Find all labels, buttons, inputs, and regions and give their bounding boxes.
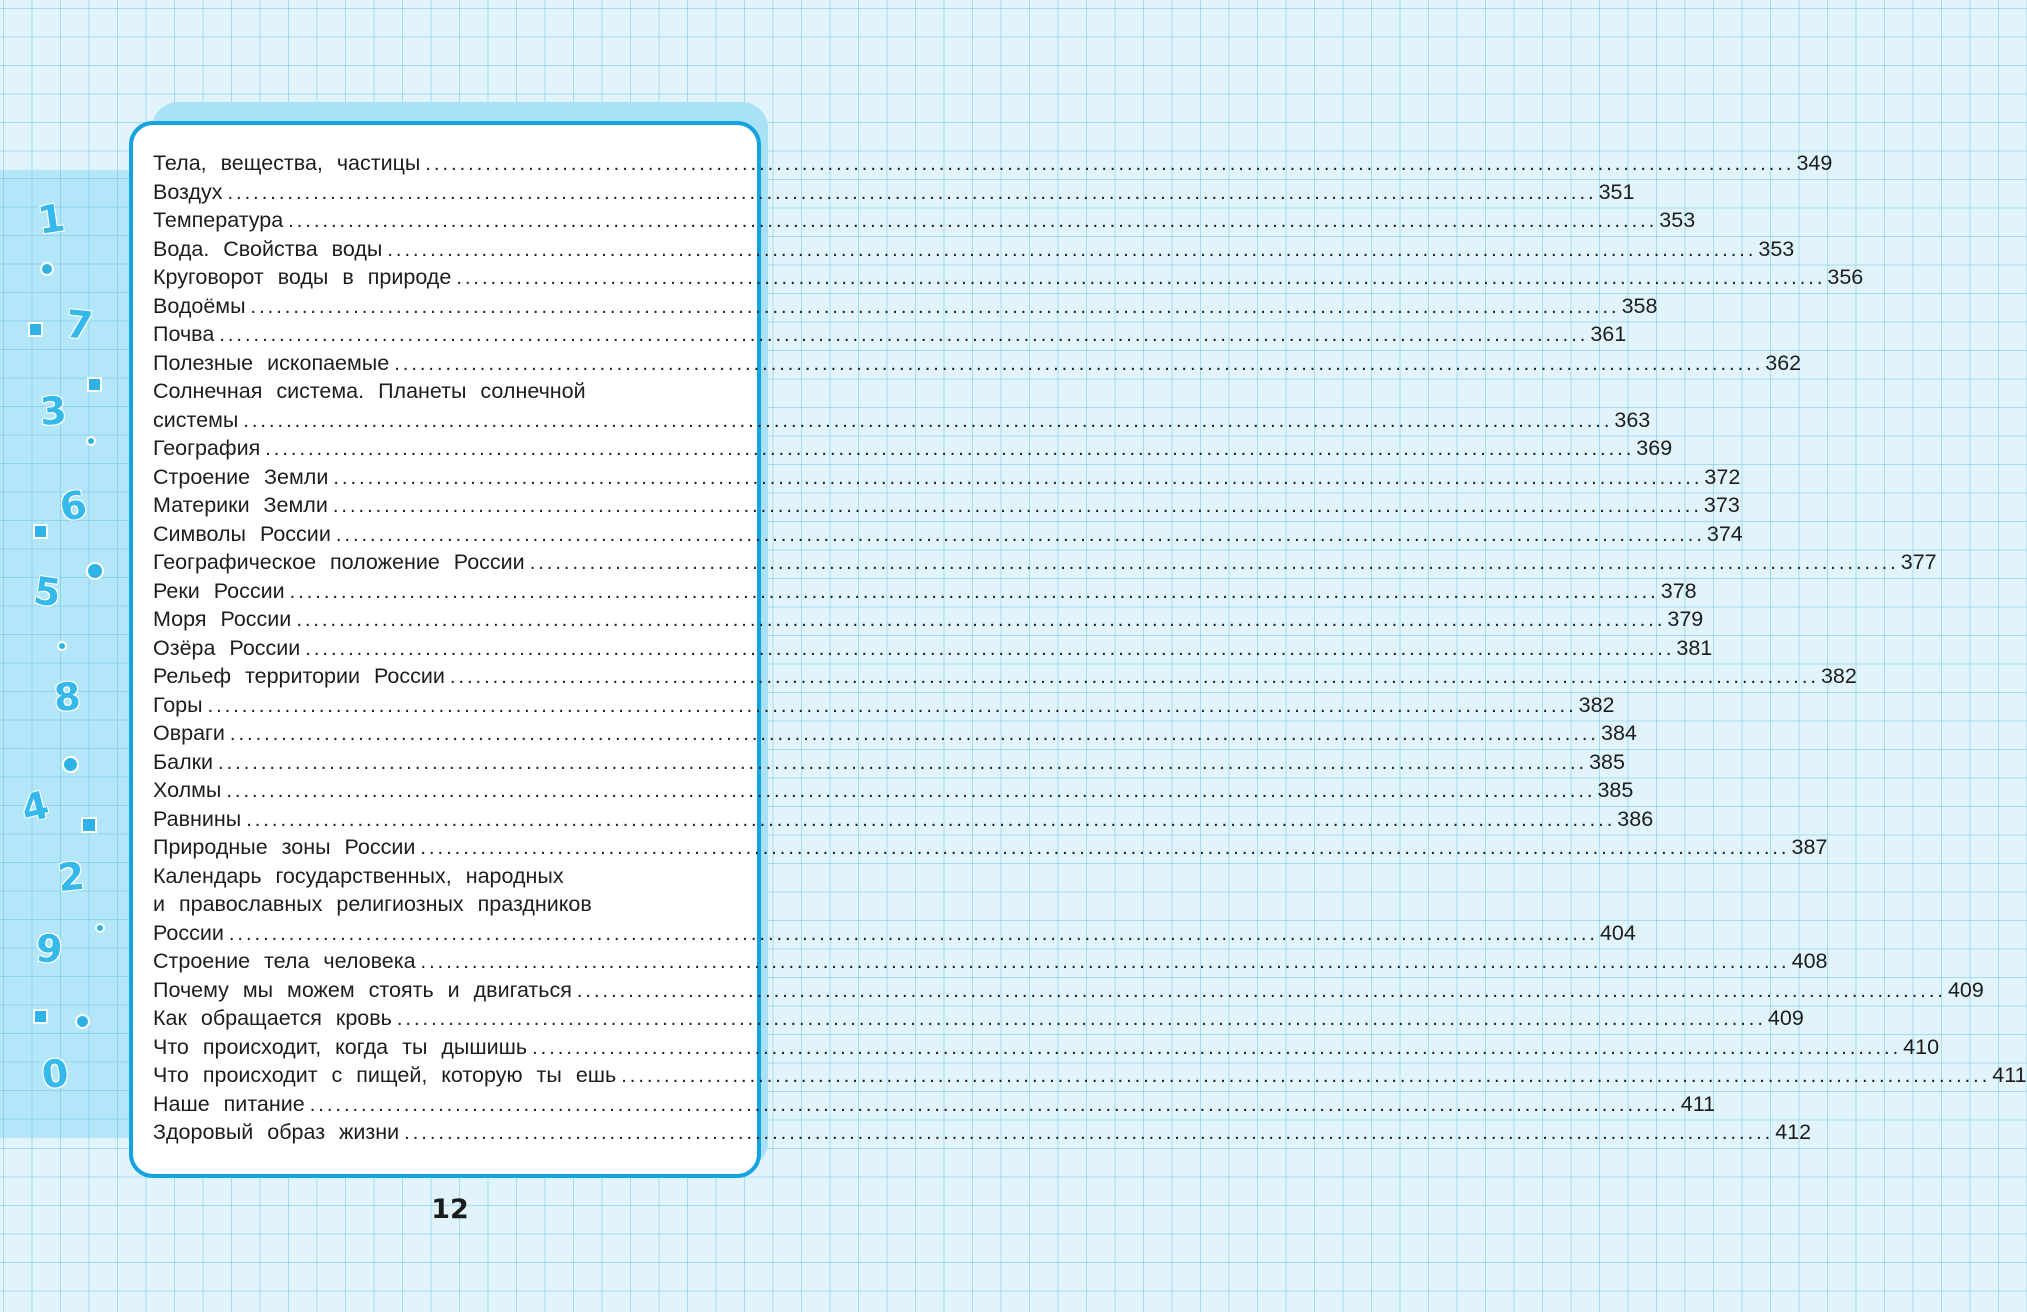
toc-entry-line bbox=[153, 1004, 1804, 1033]
toc-entry-page: 374 bbox=[1706, 521, 1743, 546]
toc-dot-leader: ................................................................................................................................................................ bbox=[420, 951, 1790, 973]
toc-entry[interactable] bbox=[153, 1004, 1804, 1033]
toc-entry-title: Рельеф территории России bbox=[153, 664, 445, 688]
toc-entry-line bbox=[153, 292, 1658, 321]
toc-dot-leader: ................................................................................................................................................................ bbox=[289, 580, 1659, 603]
toc-dot-leader: ................................................................................................................................................................ bbox=[227, 181, 1597, 204]
toc-dot-leader: ................................................................................................................................................................ bbox=[265, 438, 1635, 460]
decorative-digit: 3 bbox=[38, 388, 68, 434]
toc-entry-title: Что происходит с пищей, которую ты ешь bbox=[153, 1063, 617, 1087]
toc-entry-page: 379 bbox=[1667, 607, 1704, 631]
toc-entry-page: 381 bbox=[1676, 635, 1713, 660]
decorative-dot bbox=[86, 436, 96, 446]
decorative-dot bbox=[75, 1014, 90, 1029]
toc-entry-line bbox=[153, 377, 743, 406]
toc-entry-title: Моря России bbox=[153, 607, 292, 631]
toc-entry-page: 410 bbox=[1903, 1034, 1940, 1059]
toc-entry-line bbox=[153, 976, 1984, 1005]
toc-dot-leader: ................................................................................................................................................................ bbox=[296, 609, 1666, 631]
toc-dot-leader: ................................................................................................................................................................ bbox=[288, 210, 1658, 232]
toc-dot-leader: ................................................................................................................................................................ bbox=[305, 637, 1675, 660]
toc-entry-line bbox=[153, 890, 743, 919]
toc-entry-line bbox=[153, 178, 1635, 207]
decorative-digit: 8 bbox=[52, 674, 82, 720]
toc-entry-line bbox=[153, 406, 1651, 435]
toc-entry-title: Овраги bbox=[153, 721, 225, 745]
toc-entry-line bbox=[153, 776, 1634, 805]
toc-dot-leader: ................................................................................................................................................................ bbox=[332, 495, 1702, 517]
toc-entry-line bbox=[153, 349, 1802, 378]
toc-entry-page: 362 bbox=[1765, 350, 1802, 375]
toc-entry-page: 349 bbox=[1796, 151, 1833, 175]
toc-entry[interactable] bbox=[153, 434, 1673, 463]
toc-dot-leader: ................................................................................................................................................................ bbox=[576, 979, 1946, 1002]
toc-entry-title: Круговорот воды в природе bbox=[153, 265, 452, 289]
toc-entry-line bbox=[153, 662, 1857, 691]
toc-dot-leader: ................................................................................................................................................................ bbox=[335, 523, 1705, 546]
toc-entry[interactable] bbox=[153, 149, 1833, 178]
toc-dot-leader: ................................................................................................................................................................ bbox=[250, 295, 1620, 318]
toc-entry-title: Природные зоны России bbox=[153, 835, 416, 859]
decorative-digit: 9 bbox=[34, 926, 64, 972]
toc-entry-title: Здоровый образ жизни bbox=[153, 1120, 400, 1144]
toc-entry-line bbox=[153, 548, 1937, 577]
toc-entry-title: Балки bbox=[153, 749, 214, 774]
toc-entry-title: География bbox=[153, 436, 261, 460]
decorative-square bbox=[81, 817, 97, 833]
toc-entry-page: 404 bbox=[1599, 920, 1636, 945]
toc-dot-leader: ................................................................................................................................................................ bbox=[420, 837, 1790, 859]
toc-dot-leader: ................................................................................................................................................................ bbox=[243, 409, 1613, 432]
decorative-digit: 1 bbox=[35, 195, 68, 243]
toc-entry-line bbox=[153, 520, 1743, 549]
toc-entry-title: и православных религиозных праздников bbox=[153, 892, 592, 916]
toc-entry-title: России bbox=[153, 920, 224, 945]
toc-entry-page: 385 bbox=[1589, 749, 1625, 774]
toc-entry-line bbox=[153, 463, 1741, 492]
toc-dot-leader: ................................................................................................................................................................ bbox=[246, 808, 1616, 831]
decorative-dot bbox=[86, 562, 104, 580]
toc-entry-page: 387 bbox=[1791, 835, 1828, 859]
toc-entry-title: Строение тела человека bbox=[153, 949, 416, 973]
toc-dot-leader: ................................................................................................................................................................ bbox=[529, 552, 1899, 574]
toc-entry-page: 377 bbox=[1900, 550, 1937, 574]
toc-entry-title: Как обращается кровь bbox=[153, 1006, 392, 1030]
toc-entry[interactable] bbox=[153, 377, 1651, 434]
toc-entry-title: Календарь государственных, народных bbox=[153, 863, 564, 888]
toc-entry-title: Солнечная система. Планеты солнечной bbox=[153, 379, 586, 403]
decorative-dot bbox=[95, 923, 105, 933]
toc-entry-page: 351 bbox=[1598, 179, 1635, 204]
toc-entry-title: системы bbox=[153, 407, 239, 432]
toc-entry[interactable] bbox=[153, 1061, 2027, 1090]
toc-entry-title: Температура bbox=[153, 208, 284, 232]
toc-entry-line bbox=[153, 805, 1654, 834]
toc-list bbox=[153, 149, 2027, 1147]
decorative-square bbox=[28, 322, 43, 337]
toc-entry-line bbox=[153, 149, 1833, 178]
toc-entry-line bbox=[153, 1033, 1940, 1062]
toc-entry-page: 369 bbox=[1636, 436, 1673, 460]
toc-entry-title: Географическое положение России bbox=[153, 550, 525, 574]
toc-dot-leader: ................................................................................................................................................................ bbox=[621, 1065, 1991, 1087]
toc-entry-page: 356 bbox=[1827, 265, 1864, 289]
toc-entry-page: 409 bbox=[1767, 1006, 1804, 1030]
toc-entry-title: Реки России bbox=[153, 578, 285, 603]
toc-entry-title: Почему мы можем стоять и двигаться bbox=[153, 977, 572, 1002]
toc-entry-page: 353 bbox=[1758, 236, 1795, 261]
toc-entry[interactable] bbox=[153, 662, 1857, 691]
toc-dot-leader: ................................................................................................................................................................ bbox=[449, 666, 1819, 688]
toc-entry-title: Что происходит, когда ты дышишь bbox=[153, 1034, 528, 1059]
toc-entry[interactable] bbox=[153, 1090, 1716, 1119]
toc-entry-page: 386 bbox=[1617, 806, 1654, 831]
page-number: 12 bbox=[431, 1194, 469, 1225]
toc-entry-page: 382 bbox=[1578, 692, 1615, 717]
toc-dot-leader: ................................................................................................................................................................ bbox=[218, 751, 1588, 774]
toc-entry-line bbox=[153, 263, 1864, 292]
decorative-dot bbox=[62, 756, 79, 773]
toc-dot-leader: ................................................................................................................................................................ bbox=[333, 466, 1703, 489]
toc-entry[interactable] bbox=[153, 805, 1654, 834]
toc-entry[interactable] bbox=[153, 748, 1625, 777]
toc-entry[interactable] bbox=[153, 691, 1615, 720]
decorative-digit: 0 bbox=[39, 1050, 71, 1098]
toc-entry-line bbox=[153, 919, 1636, 948]
toc-entry-title: Горы bbox=[153, 692, 203, 717]
toc-entry[interactable] bbox=[153, 634, 1713, 663]
toc-entry[interactable] bbox=[153, 235, 1795, 264]
toc-dot-leader: ................................................................................................................................................................ bbox=[396, 1008, 1766, 1030]
decorative-dot bbox=[40, 262, 54, 276]
toc-entry-page: 384 bbox=[1600, 721, 1637, 745]
toc-entry-title: Полезные ископаемые bbox=[153, 350, 390, 375]
toc-dot-leader: ................................................................................................................................................................ bbox=[309, 1093, 1679, 1116]
toc-entry[interactable] bbox=[153, 605, 1704, 634]
toc-entry-line bbox=[153, 206, 1696, 235]
toc-entry-page: 373 bbox=[1703, 493, 1740, 517]
toc-entry[interactable] bbox=[153, 1033, 1940, 1062]
toc-entry[interactable] bbox=[153, 976, 1984, 1005]
toc-entry-title: Материки Земли bbox=[153, 493, 328, 517]
decorative-square bbox=[33, 524, 48, 539]
toc-entry-title: Строение Земли bbox=[153, 464, 329, 489]
toc-dot-leader: ................................................................................................................................................................ bbox=[229, 723, 1599, 745]
toc-dot-leader: ................................................................................................................................................................ bbox=[228, 922, 1598, 945]
toc-entry-line bbox=[153, 320, 1627, 349]
toc-entry[interactable] bbox=[153, 1118, 1812, 1147]
decorative-dot bbox=[57, 641, 67, 651]
toc-entry-page: 361 bbox=[1590, 322, 1627, 346]
toc-entry-title: Водоёмы bbox=[153, 293, 246, 318]
toc-entry-title: Почва bbox=[153, 322, 215, 346]
toc-entry[interactable] bbox=[153, 776, 1634, 805]
toc-entry-title: Равнины bbox=[153, 806, 242, 831]
toc-dot-leader: ................................................................................................................................................................ bbox=[404, 1122, 1774, 1144]
toc-entry-page: 372 bbox=[1704, 464, 1741, 489]
toc-entry[interactable] bbox=[153, 463, 1741, 492]
toc-entry-title: Символы России bbox=[153, 521, 331, 546]
toc-entry-title: Холмы bbox=[153, 778, 222, 802]
toc-entry-line bbox=[153, 1061, 2027, 1090]
toc-entry-title: Воздух bbox=[153, 179, 223, 204]
toc-entry-title: Озёра России bbox=[153, 635, 301, 660]
toc-entry-line bbox=[153, 434, 1673, 463]
toc-entry-line bbox=[153, 634, 1713, 663]
toc-entry-page: 411 bbox=[1992, 1063, 2027, 1087]
toc-entry[interactable] bbox=[153, 833, 1828, 862]
toc-dot-leader: ................................................................................................................................................................ bbox=[456, 267, 1826, 289]
toc-dot-leader: ................................................................................................................................................................ bbox=[425, 153, 1795, 175]
toc-entry-line bbox=[153, 691, 1615, 720]
toc-entry[interactable] bbox=[153, 520, 1743, 549]
toc-entry-line bbox=[153, 748, 1625, 777]
toc-entry[interactable] bbox=[153, 491, 1740, 520]
toc-dot-leader: ................................................................................................................................................................ bbox=[207, 694, 1577, 717]
toc-entry-title: Вода. Свойства воды bbox=[153, 236, 383, 261]
toc-entry-line bbox=[153, 235, 1795, 264]
toc-entry-page: 409 bbox=[1947, 977, 1984, 1002]
toc-entry-line bbox=[153, 1090, 1716, 1119]
toc-entry-line bbox=[153, 605, 1704, 634]
decorative-digit: 7 bbox=[63, 301, 95, 349]
toc-entry-title: Наше питание bbox=[153, 1091, 305, 1116]
decorative-square bbox=[87, 377, 102, 392]
toc-entry-page: 378 bbox=[1660, 578, 1697, 603]
toc-entry[interactable] bbox=[153, 947, 1828, 976]
toc-entry-line bbox=[153, 491, 1740, 520]
toc-entry-page: 358 bbox=[1621, 293, 1658, 318]
toc-entry-page: 412 bbox=[1775, 1120, 1812, 1144]
toc-entry-page: 411 bbox=[1680, 1091, 1716, 1116]
toc-entry-page: 363 bbox=[1614, 407, 1651, 432]
toc-entry-line bbox=[153, 833, 1828, 862]
toc-entry-line bbox=[153, 1118, 1812, 1147]
decorative-digit: 4 bbox=[17, 782, 54, 832]
toc-dot-leader: ................................................................................................................................................................ bbox=[219, 324, 1589, 346]
toc-entry-page: 408 bbox=[1791, 949, 1828, 973]
toc-entry[interactable] bbox=[153, 719, 1637, 748]
toc-entry-line bbox=[153, 862, 743, 891]
toc-dot-leader: ................................................................................................................................................................ bbox=[532, 1036, 1902, 1059]
decorative-digit: 5 bbox=[31, 568, 64, 616]
toc-entry-line bbox=[153, 719, 1637, 748]
toc-entry[interactable] bbox=[153, 349, 1802, 378]
toc-entry-line bbox=[153, 947, 1828, 976]
decorative-digit: 2 bbox=[55, 853, 87, 901]
toc-entry-page: 385 bbox=[1597, 778, 1634, 802]
toc-entry[interactable] bbox=[153, 206, 1696, 235]
decorative-square bbox=[33, 1009, 48, 1024]
toc-dot-leader: ................................................................................................................................................................ bbox=[226, 780, 1596, 802]
toc-dot-leader: ................................................................................................................................................................ bbox=[387, 238, 1757, 261]
toc-entry[interactable] bbox=[153, 320, 1627, 349]
toc-entry-line bbox=[153, 577, 1697, 606]
toc-entry-page: 353 bbox=[1659, 208, 1696, 232]
toc-dot-leader: ................................................................................................................................................................ bbox=[394, 352, 1764, 375]
toc-entry-title: Тела, вещества, частицы bbox=[153, 151, 421, 175]
toc-entry[interactable] bbox=[153, 548, 1937, 577]
decorative-digit: 6 bbox=[56, 482, 91, 530]
toc-entry[interactable] bbox=[153, 263, 1864, 292]
toc-entry-page: 382 bbox=[1820, 664, 1857, 688]
toc-entry[interactable] bbox=[153, 862, 1636, 948]
toc-entry[interactable] bbox=[153, 292, 1658, 321]
toc-entry[interactable] bbox=[153, 178, 1635, 207]
toc-entry[interactable] bbox=[153, 577, 1697, 606]
